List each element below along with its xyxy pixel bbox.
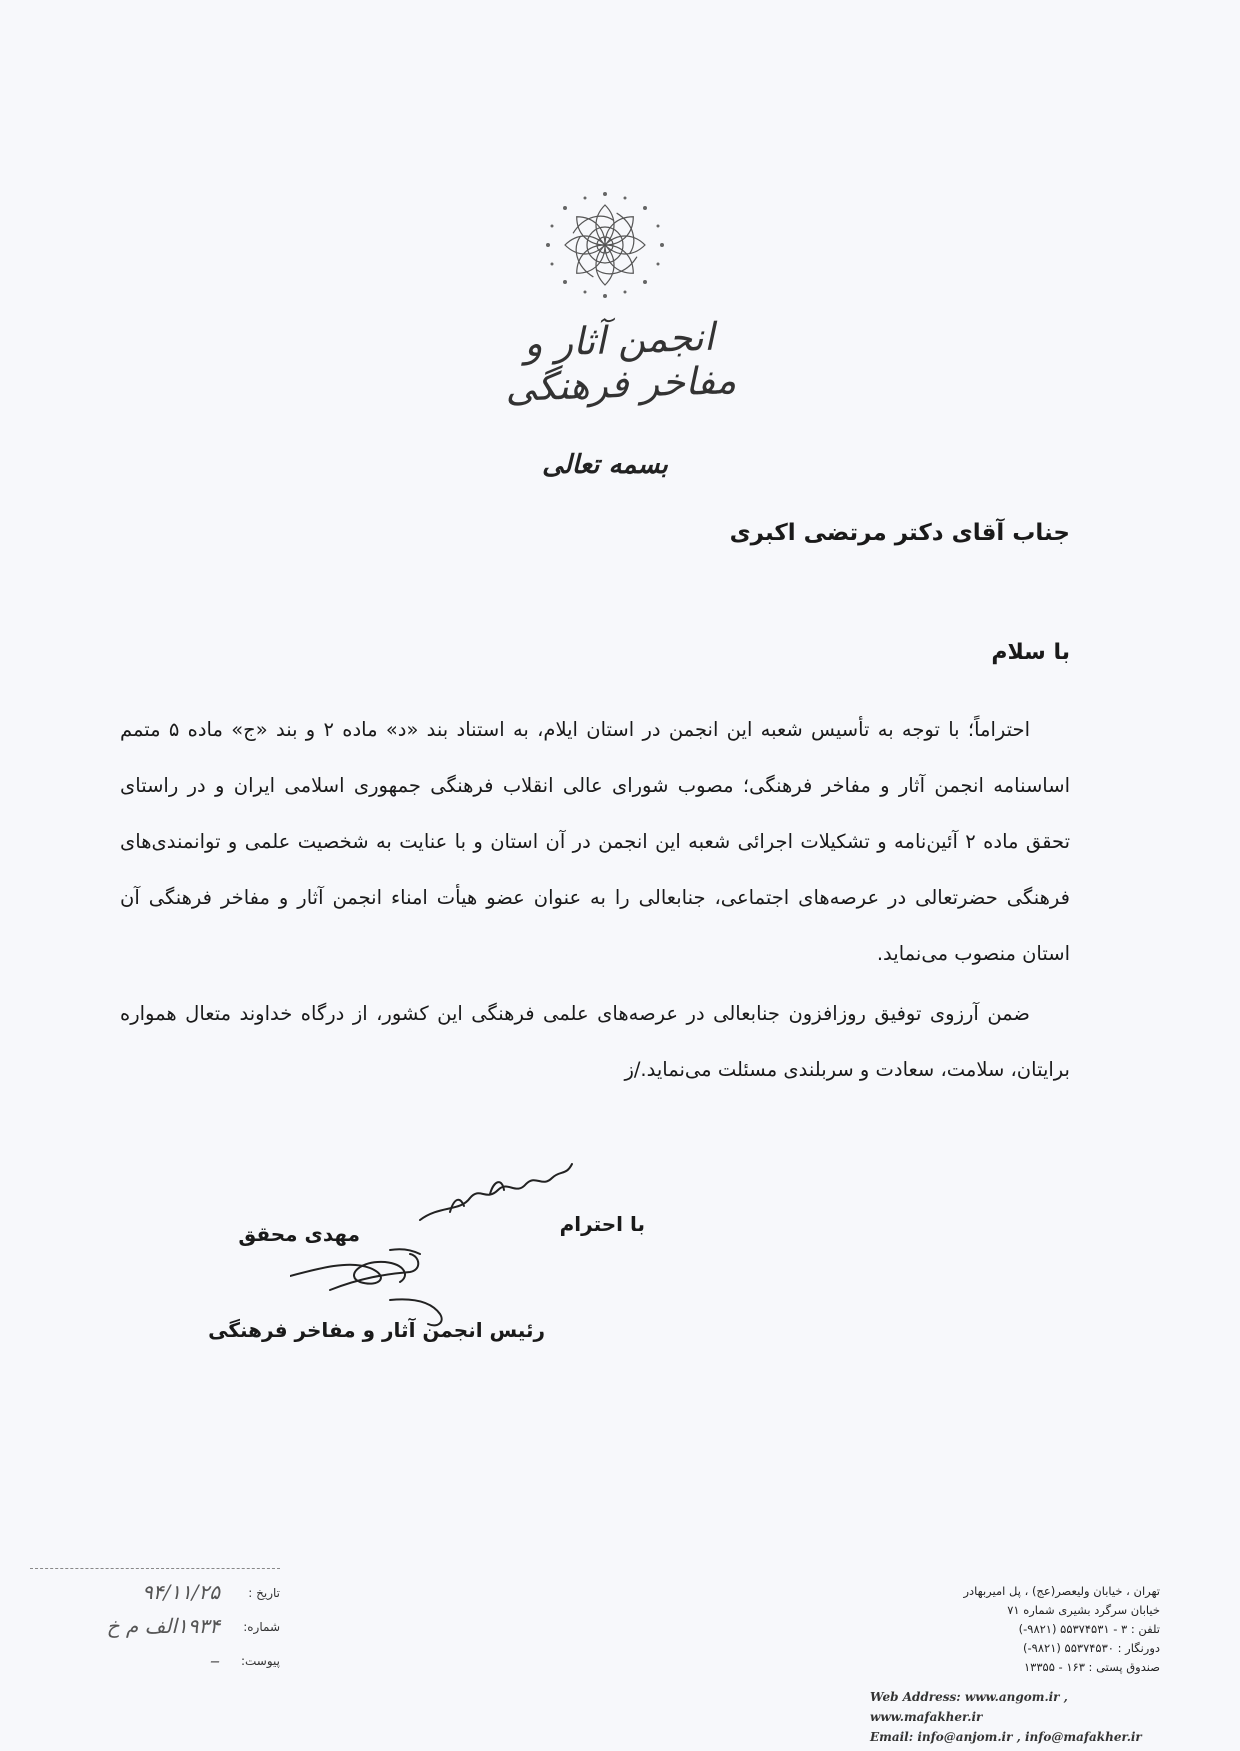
number-value: ۱۹۳۴الف م خ	[106, 1614, 220, 1638]
signer-title: رئیس انجمن آثار و مفاخر فرهنگی	[208, 1318, 545, 1342]
letterhead-logo-text: انجمن آثار و مفاخر فرهنگی	[504, 314, 737, 411]
address-line: خیابان سرگرد بشیری شماره ۷۱	[1007, 1603, 1160, 1617]
web-contact	[870, 1687, 1170, 1747]
attachment-label: پیوست:	[240, 1654, 280, 1668]
attachment-row	[80, 1648, 280, 1682]
number-label: شماره:	[243, 1620, 280, 1634]
web-label: Web Address:	[870, 1690, 961, 1704]
body-paragraph: ضمن آرزوی توفیق روزافزون جنابعالی در عرصه‌های علمی فرهنگی این کشور، از درگاه خداوند متعال همواره برایتان، سلامت، سعادت و سربلندی مسئلت می‌نماید./ز	[120, 1002, 1070, 1081]
date-value: ۹۴/۱۱/۲۵	[142, 1580, 220, 1604]
postal-address	[960, 1582, 1160, 1677]
letter-meta	[80, 1580, 280, 1682]
addressee-line: جناب آقای دکتر مرتضی اکبری	[729, 520, 1070, 546]
web-address[interactable]: www.angom.ir , www.mafakher.ir	[870, 1690, 1068, 1724]
signer-name: مهدی محقق	[238, 1222, 360, 1246]
bismillah-heading: بسمه تعالی	[542, 450, 668, 480]
phone-line: تلفن : ۳ - ۵۵۳۷۴۵۳۱ (۹۸۲۱-)	[1018, 1622, 1160, 1636]
footer-divider	[30, 1568, 280, 1569]
date-label: تاریخ :	[248, 1586, 280, 1600]
body-paragraph: احتراماً؛ با توجه به تأسیس شعبه این انجمن در استان ایلام، به استناد بند «د» ماده ۲ و بند «ج» ماده ۵ متمم اساسنامه انجمن آثار و مفاخر فرهنگی؛ مصوب شورای عالی انقلاب فرهنگی جمهوری اسلامی ایران و در راستای تحقق ماده ۲ آئین‌نامه و تشکیلات اجرائی شعبه این انجمن در آن استان و با عنایت به شخصیت علمی و توانمندی‌های فرهنگی حضرتعالی در عرصه‌های اجتماعی، جنابعالی را به عنوان عضو هیأت امناء انجمن آثار و مفاخر فرهنگی آن استان منصوب می‌نماید.	[120, 718, 1070, 965]
po-box-line: صندوق پستی : ۱۶۳ - ۱۳۳۵۵	[1024, 1660, 1160, 1674]
attachment-value: –	[210, 1648, 220, 1672]
date-row	[80, 1580, 280, 1614]
letter-body	[120, 702, 1070, 1098]
greeting-line: با سلام	[991, 640, 1070, 665]
organization-emblem-icon	[530, 190, 680, 300]
email-address[interactable]: info@anjom.ir , info@mafakher.ir	[917, 1730, 1142, 1744]
fax-line: دورنگار : ۵۵۳۷۴۵۳۰ (۹۸۲۱-)	[1023, 1641, 1160, 1655]
number-row	[80, 1614, 280, 1648]
email-label: Email:	[870, 1730, 914, 1744]
address-line: تهران ، خیابان ولیعصر(عج) ، پل امیربهادر	[963, 1584, 1160, 1598]
closing-line: با احترام	[559, 1212, 645, 1236]
